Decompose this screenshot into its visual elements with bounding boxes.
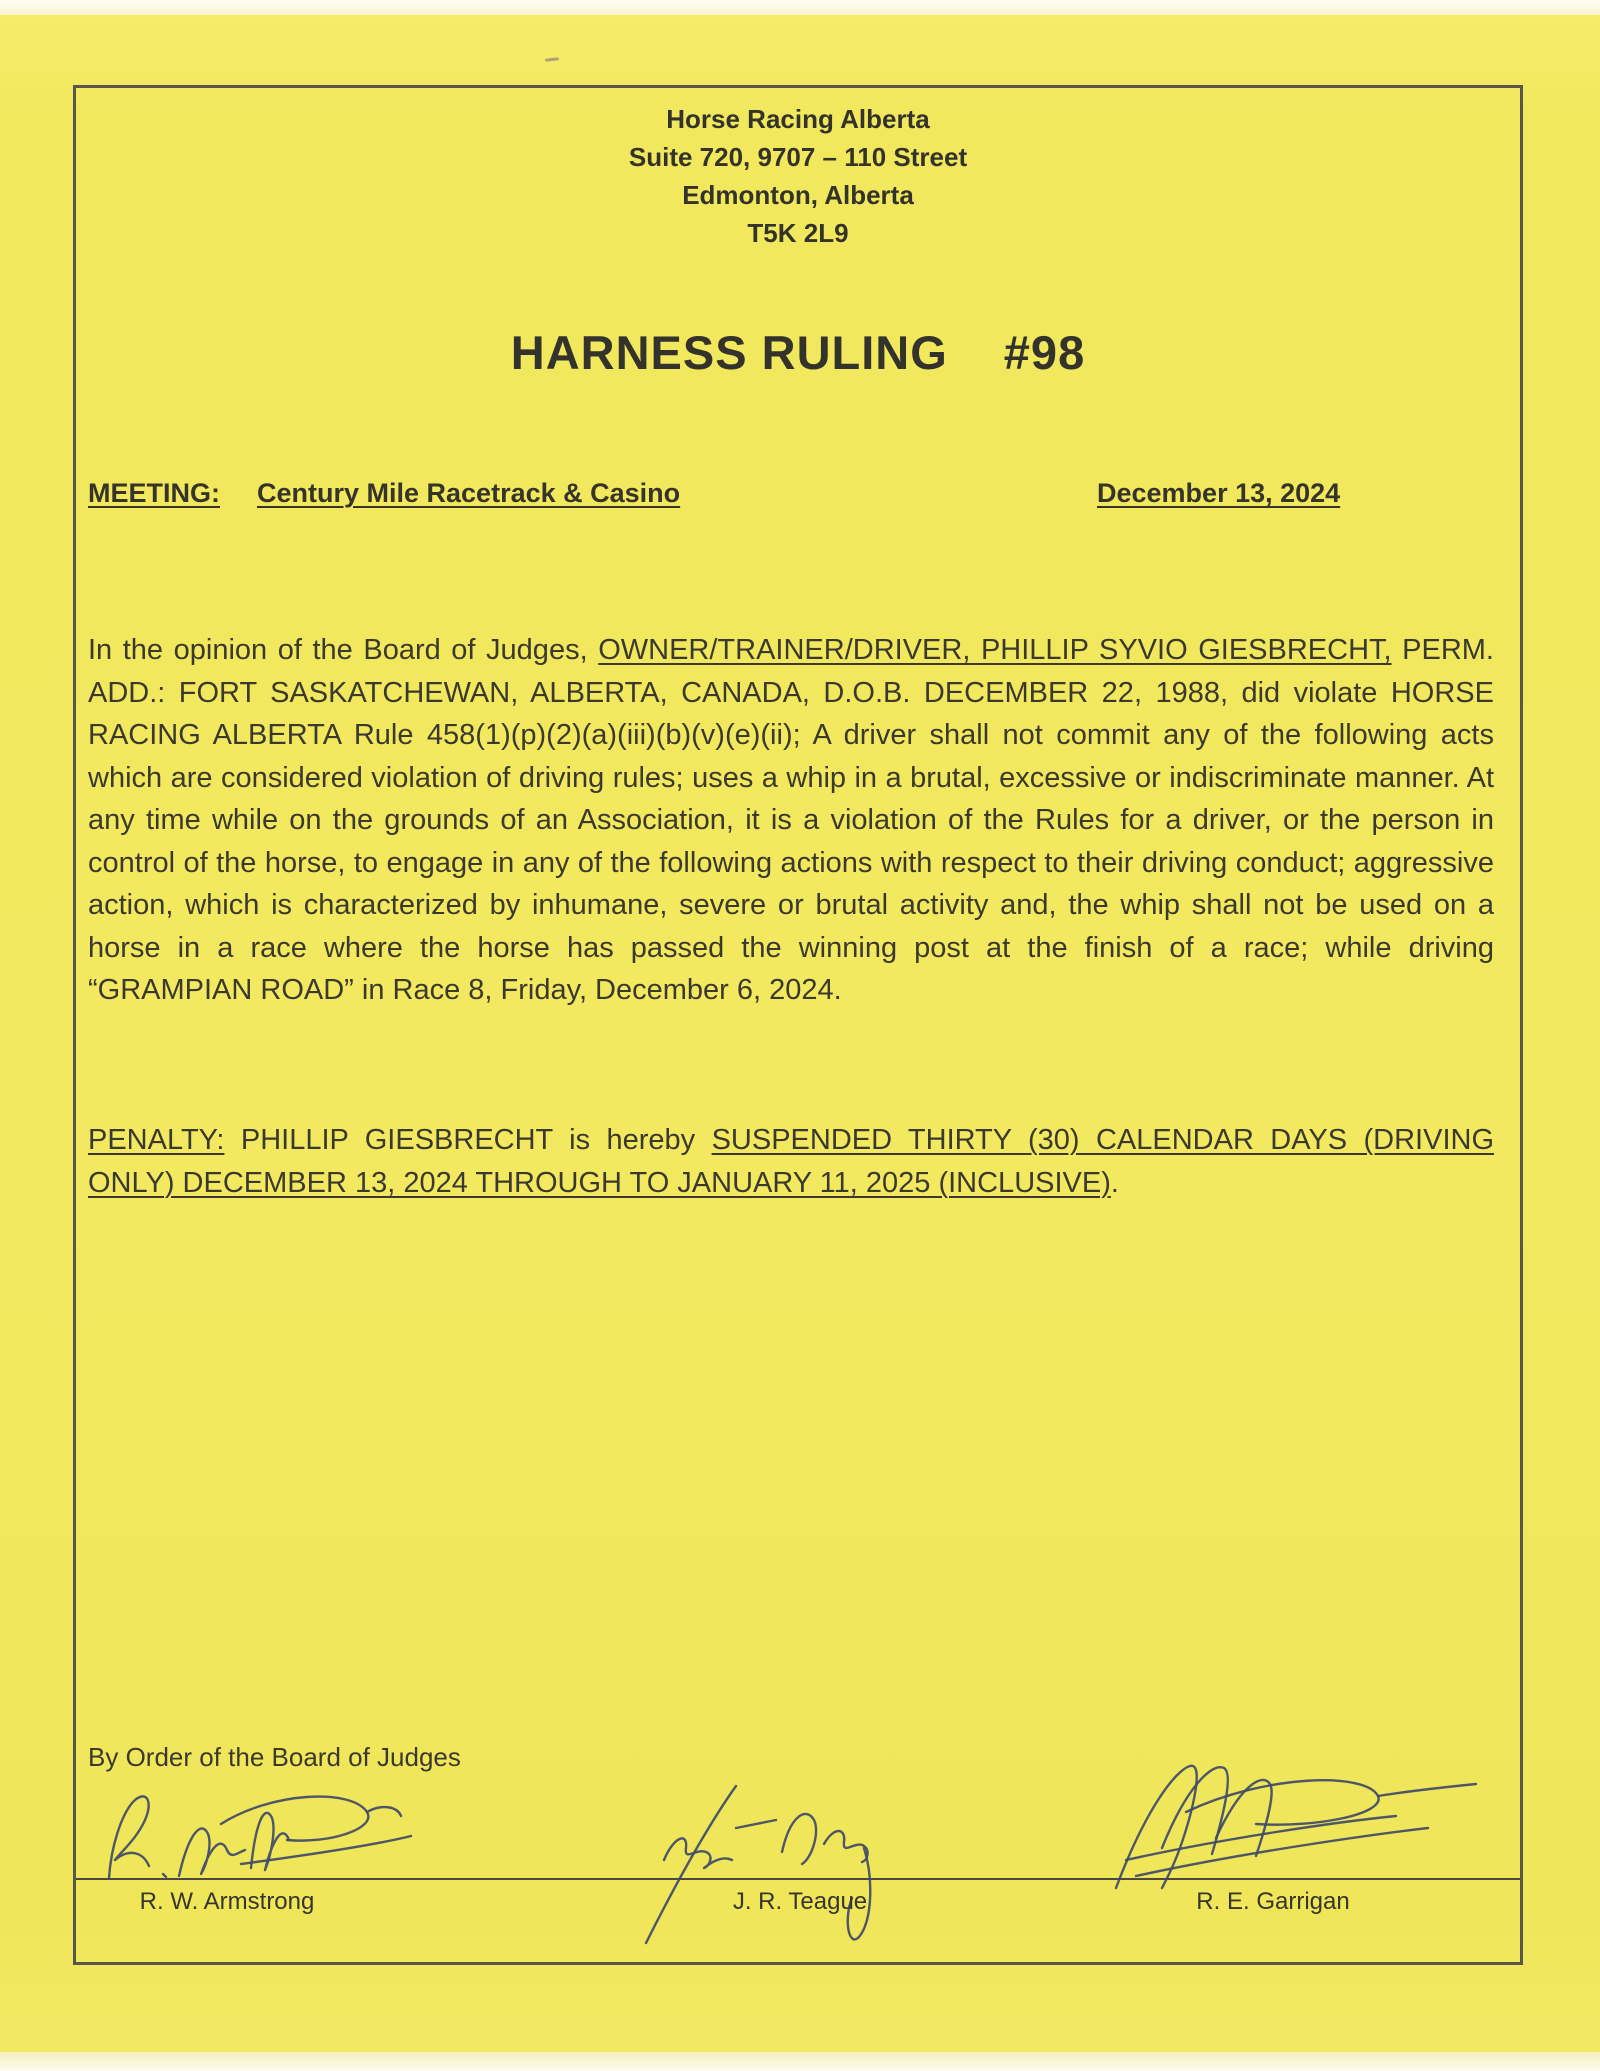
ruling-number: #98 (1003, 326, 1086, 379)
meeting-label: MEETING: (88, 478, 220, 508)
signatory-name: R. W. Armstrong (139, 1888, 315, 1915)
org-postal-code: T5K 2L9 (747, 218, 849, 248)
org-city: Edmonton, Alberta (682, 180, 914, 210)
ruling-body-paragraph (88, 629, 1494, 1012)
meeting-venue: Century Mile Racetrack & Casino (257, 478, 681, 508)
scan-edge-top (0, 0, 1600, 15)
text-segment: OWNER/TRAINER/DRIVER, PHILLIP SYVIO GIESBRECHT, (598, 634, 1392, 666)
org-address: Suite 720, 9707 – 110 Street (628, 142, 968, 172)
by-order-text: By Order of the Board of Judges (88, 1742, 461, 1772)
text-segment: PENALTY: (88, 1124, 225, 1156)
meeting-date: December 13, 2024 (1097, 478, 1341, 508)
text-segment: In the opinion of the Board of Judges, (88, 634, 599, 666)
ruling-title-text: HARNESS RULING (510, 326, 948, 379)
signatory-name: J. R. Teague (732, 1888, 868, 1915)
scan-artifact-mark (545, 57, 559, 61)
signature-line (76, 1878, 1520, 1880)
penalty-paragraph (88, 1119, 1494, 1204)
text-segment: PHILLIP GIESBRECHT is hereby (224, 1124, 712, 1156)
scan-edge-bottom (0, 2052, 1600, 2071)
meeting-row (76, 478, 1520, 518)
org-name: Horse Racing Alberta (666, 104, 930, 134)
ruling-title (76, 325, 1520, 380)
text-segment: PERM. ADD.: FORT SASKATCHEWAN, ALBERTA, CANADA, D.O.B. DECEMBER 22, 1988, did violate HORSE RACING ALBERTA Rule 458(1)(p)(2)(a)(iii)(b)(v)(e)(ii); A driver shall not commit any of the following acts which are considered violation of driving rules; uses a whip in a brutal, excessive or indiscriminate manner. At any time while on the grounds of an Association, it is a violation of the Rules for a driver, or the person in control of the horse, to engage in any of the following actions with respect to their driving conduct; aggressive action, which is characterized by inhumane, severe or brutal activity and, the whip shall not be used on a horse in a race where the horse has passed the winning post at the finish of a race; while driving “GRAMPIAN ROAD” in Race 8, Friday, December 6, 2024. (88, 634, 1494, 1006)
letterhead (76, 100, 1520, 252)
text-segment: SUSPENDED THIRTY (30) CALENDAR DAYS (DRIVING ONLY) DECEMBER 13, 2024 THROUGH TO JANUARY 11, 2025 (INCLUSIVE) (88, 1124, 1494, 1199)
document-frame (73, 85, 1523, 1965)
signatory-name: R. E. Garrigan (1196, 1888, 1350, 1915)
text-segment: . (1110, 1166, 1119, 1199)
